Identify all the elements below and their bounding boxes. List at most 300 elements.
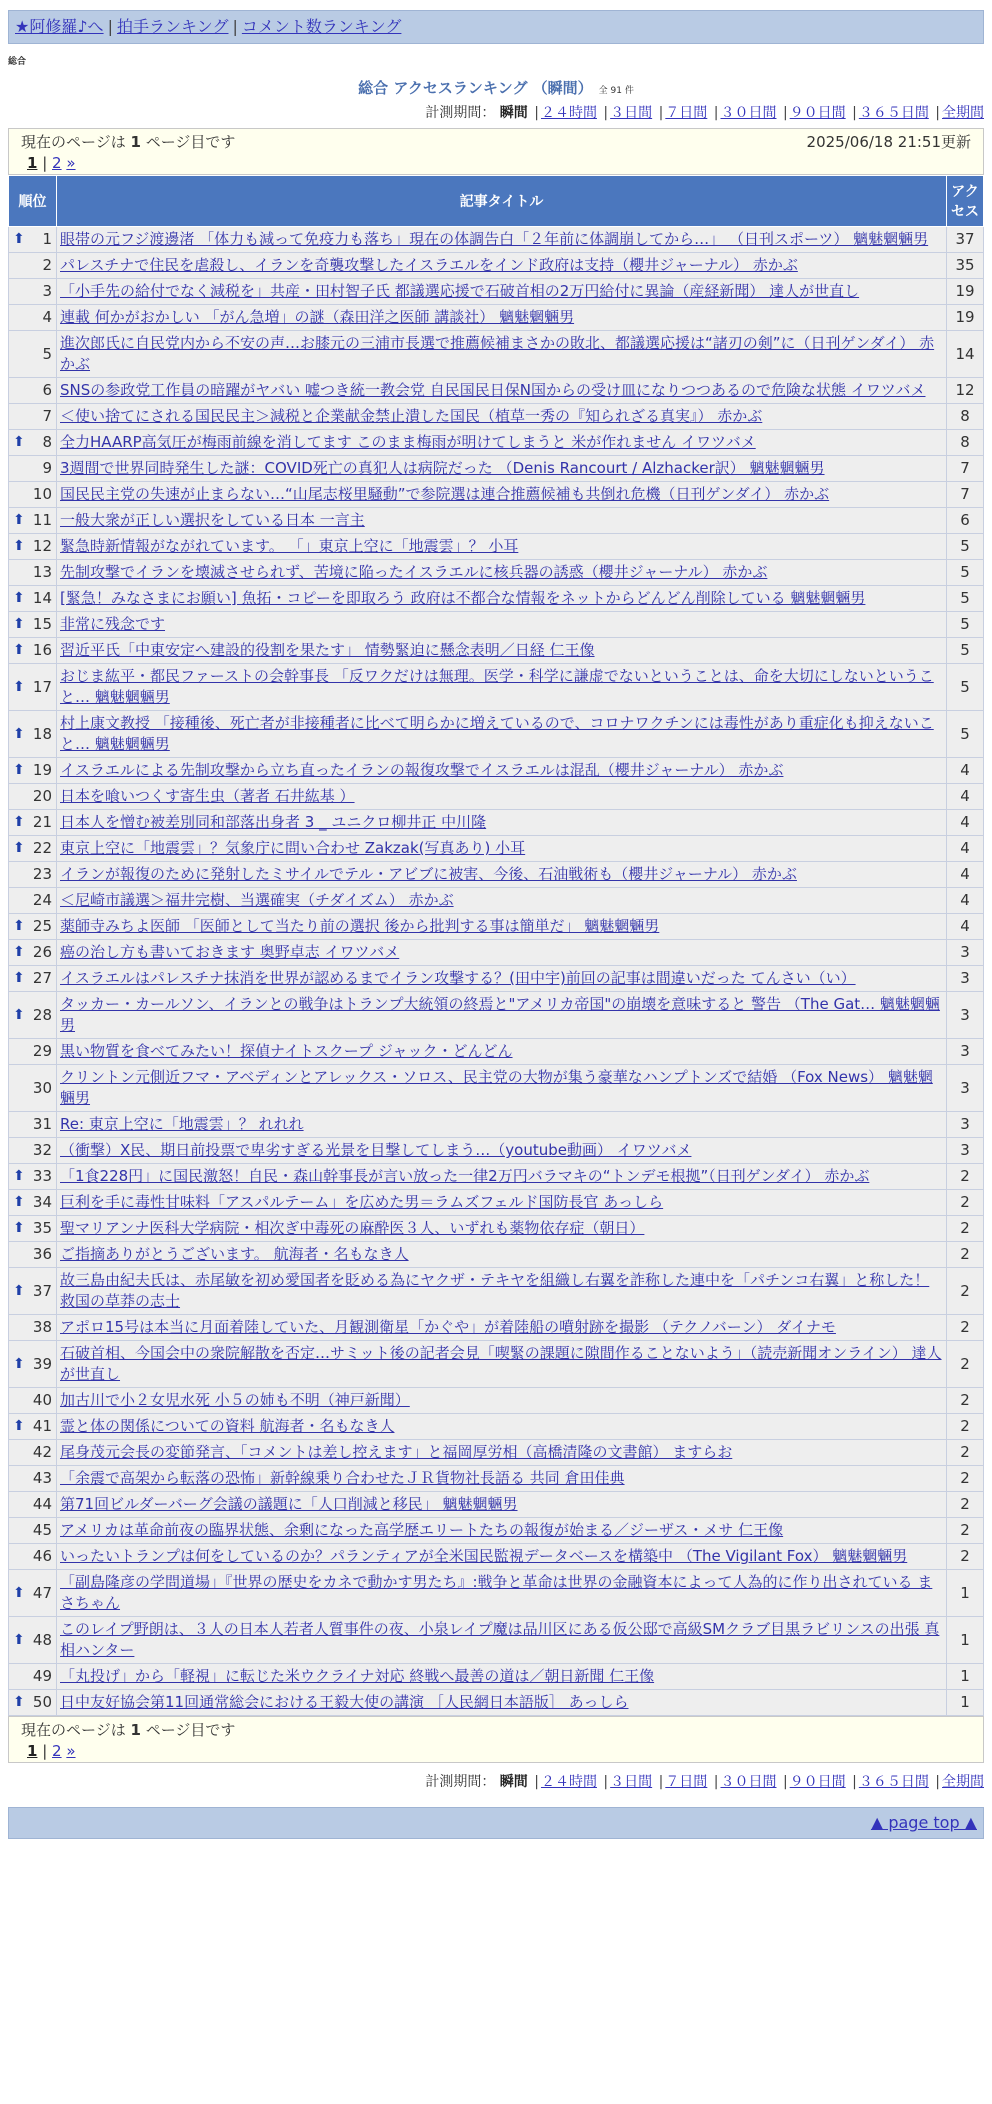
ranking-body	[9, 227, 984, 1716]
rank-cell	[9, 331, 57, 378]
rank-number: 7	[42, 407, 52, 425]
pager-current[interactable]: 1	[27, 1742, 38, 1760]
article-link[interactable]: イスラエルによる先制攻撃から立ち直ったイランの報復攻撃でイスラエルは混乱（櫻井ジャーナル） 赤かぶ	[60, 761, 784, 779]
pager-current[interactable]: 1	[27, 154, 38, 172]
home-link[interactable]: ★阿修羅♪へ	[15, 17, 104, 36]
article-link[interactable]: 巨利を手に毒性甘味料「アスパルテーム」を広めた男＝ラムズフェルド国防長官 あっしら	[60, 1193, 664, 1211]
title-cell	[57, 1544, 947, 1570]
rank-cell	[9, 279, 57, 305]
title-cell	[57, 888, 947, 914]
bottom-navigation	[8, 1807, 984, 1839]
access-count: 5	[947, 638, 984, 664]
access-count: 8	[947, 404, 984, 430]
rank-number: 43	[32, 1469, 52, 1487]
updated-timestamp: 2025/06/18 21:51更新	[806, 133, 971, 151]
article-link[interactable]: ご指摘ありがとうございます。 航海者・名もなき人	[60, 1245, 409, 1263]
rank-up-arrow-icon: ⬆	[13, 918, 25, 934]
access-count: 2	[947, 1440, 984, 1466]
period-separator: |	[935, 105, 940, 121]
rank-number: 45	[32, 1521, 52, 1539]
access-count: 14	[947, 331, 984, 378]
access-count: 1	[947, 1570, 984, 1617]
title-cell	[57, 1039, 947, 1065]
page-top-link[interactable]: ▲ page top ▲	[870, 1813, 977, 1832]
rank-cell	[9, 253, 57, 279]
table-row	[9, 1065, 984, 1112]
title-cell	[57, 711, 947, 758]
access-count: 2	[947, 1268, 984, 1315]
article-link[interactable]: 緊急時新情報がながれています。 「」東京上空に「地震雲」？ 小耳	[60, 537, 519, 555]
title-cell	[57, 305, 947, 331]
rank-cell	[9, 1216, 57, 1242]
table-row	[9, 1492, 984, 1518]
table-row	[9, 482, 984, 508]
pager-bottom: 1 | 2 »	[27, 1742, 76, 1760]
rank-number: 49	[32, 1667, 52, 1685]
rank-number: 29	[32, 1042, 52, 1060]
article-link[interactable]: 「副島隆彦の学問道場」『世界の歴史をカネで動かす男たち』:戦争と革命は世界の金融資本によって人為的に作り出されている まさちゃん	[60, 1573, 933, 1612]
period-90d-link[interactable]: ９０日間	[789, 1774, 846, 1790]
article-link[interactable]: アメリカは革命前夜の臨界状態、余剰になった高学歴エリートたちの報復が始まる／ジーザス・メサ 仁王像	[60, 1521, 784, 1539]
title-cell	[57, 836, 947, 862]
rank-up-arrow-icon: ⬆	[13, 814, 25, 830]
table-row	[9, 1466, 984, 1492]
period-label: 計測期間：	[425, 105, 496, 121]
period-30d-link[interactable]: ３０日間	[720, 105, 777, 121]
rank-cell	[9, 1315, 57, 1341]
article-link[interactable]: イランが報復のために発射したミサイルでテル・アビブに被害、今後、石油戦術も（櫻井ジャーナル） 赤かぶ	[60, 865, 797, 883]
table-header	[9, 176, 984, 227]
article-link[interactable]: 「小手先の給付でなく減税を」共産・田村智子氏 都議選応援で石破首相の2万円給付に異論（産経新聞） 達人が世直し	[60, 282, 860, 300]
table-row	[9, 1190, 984, 1216]
access-count: 2	[947, 1190, 984, 1216]
table-row	[9, 758, 984, 784]
rank-number: 10	[32, 485, 52, 503]
rank-cell	[9, 664, 57, 711]
rank-cell	[9, 227, 57, 253]
clap-ranking-link[interactable]: 拍手ランキング	[116, 17, 229, 36]
period-7d-link[interactable]: ７日間	[665, 1774, 708, 1790]
period-7d-link[interactable]: ７日間	[665, 105, 708, 121]
article-link[interactable]: 日本人を憎む被差別同和部落出身者 3 _ ユニクロ柳井正 中川隆	[60, 813, 487, 831]
col-access: アクセス	[947, 176, 984, 227]
rank-cell	[9, 612, 57, 638]
article-link[interactable]: 眼帯の元フジ渡邊渚 「体力も減って免疫力も落ち」現在の体調告白「２年前に体調崩してから…」 （日刊スポーツ） 魑魅魍魎男	[60, 230, 929, 248]
title-cell	[57, 966, 947, 992]
table-row	[9, 378, 984, 404]
title-cell	[57, 1164, 947, 1190]
rank-up-arrow-icon: ⬆	[13, 1168, 25, 1184]
table-row	[9, 1440, 984, 1466]
article-link[interactable]: 日本を喰いつくす寄生虫（著者 石井紘基 ）	[60, 787, 355, 805]
title-cell	[57, 586, 947, 612]
period-separator: |	[603, 1774, 609, 1790]
rank-cell	[9, 1388, 57, 1414]
rank-up-arrow-icon: ⬆	[13, 1006, 25, 1023]
table-row	[9, 992, 984, 1039]
title-cell	[57, 940, 947, 966]
title-cell	[57, 1065, 947, 1112]
page-suffix: ページ目です	[145, 1721, 236, 1739]
article-link[interactable]: （衝撃）X民、期日前投票で卑劣すぎる光景を目撃してしまう…（youtube動画） イワツバメ	[60, 1141, 692, 1159]
article-link[interactable]: 全力HAARP高気圧が梅雨前線を消してます このまま梅雨が明けてしまうと 米が作れません イワツバメ	[60, 433, 756, 451]
pager-page-2[interactable]: 2	[52, 154, 62, 172]
article-link[interactable]: [緊急！みなさまにお願い] 魚拓・コピーを即取ろう 政府は不都合な情報をネットからどんどん削除している 魑魅魍魎男	[60, 589, 866, 607]
rank-up-arrow-icon: ⬆	[13, 434, 25, 450]
rank-cell	[9, 1341, 57, 1388]
page-suffix: ページ目です	[145, 133, 236, 151]
period-separator: |	[935, 1774, 940, 1790]
title-cell	[57, 404, 947, 430]
period-separator: |	[713, 105, 719, 121]
table-row	[9, 560, 984, 586]
page-number: 1	[130, 133, 141, 151]
title-cell	[57, 1570, 947, 1617]
title-cell	[57, 1617, 947, 1664]
table-row	[9, 508, 984, 534]
ranking-table	[8, 175, 984, 1716]
period-365d-link[interactable]: ３６５日間	[858, 1774, 929, 1790]
period-separator: |	[658, 105, 664, 121]
period-selector-bottom	[8, 1771, 984, 1791]
title-cell	[57, 1138, 947, 1164]
rank-cell	[9, 1664, 57, 1690]
pager-next[interactable]: »	[66, 1742, 76, 1760]
rank-number: 36	[32, 1245, 52, 1263]
rank-up-arrow-icon: ⬆	[13, 1194, 25, 1210]
title-cell	[57, 1466, 947, 1492]
access-count: 2	[947, 1164, 984, 1190]
rank-up-arrow-icon: ⬆	[13, 1418, 25, 1434]
rank-cell	[9, 404, 57, 430]
rank-number: 21	[32, 813, 52, 831]
table-row	[9, 784, 984, 810]
article-link[interactable]: 第71回ビルダーバーグ会議の議題に「人口削減と移民」 魑魅魍魎男	[60, 1495, 518, 1513]
title-cell	[57, 227, 947, 253]
article-link[interactable]: 石破首相、今国会中の衆院解散を否定…サミット後の記者会見「喫緊の課題に隙間作ることないよう」（読売新聞オンライン） 達人が世直し	[60, 1344, 942, 1383]
title-cell	[57, 992, 947, 1039]
title-cell	[57, 1315, 947, 1341]
access-count: 3	[947, 1039, 984, 1065]
rank-number: 12	[32, 537, 52, 555]
access-count: 1	[947, 1664, 984, 1690]
section-label: 総合	[8, 57, 27, 67]
table-row	[9, 1617, 984, 1664]
rank-number: 47	[32, 1583, 52, 1602]
title-cell	[57, 1268, 947, 1315]
access-count: 2	[947, 1466, 984, 1492]
rank-up-arrow-icon: ⬆	[13, 840, 25, 856]
table-row	[9, 810, 984, 836]
rank-number: 42	[32, 1443, 52, 1461]
rank-number: 14	[32, 589, 52, 607]
table-row	[9, 534, 984, 560]
access-count: 4	[947, 758, 984, 784]
rank-number: 23	[32, 865, 52, 883]
rank-cell	[9, 1466, 57, 1492]
col-title: 記事タイトル	[57, 176, 947, 227]
rank-number: 1	[42, 230, 52, 248]
title-cell	[57, 508, 947, 534]
rank-cell	[9, 836, 57, 862]
period-3d-link[interactable]: ３日間	[610, 105, 653, 121]
article-link[interactable]: 日中友好協会第11回通常総会における王毅大使の講演 ［人民網日本語版］ あっしら	[60, 1693, 629, 1711]
rank-cell	[9, 966, 57, 992]
table-row	[9, 940, 984, 966]
article-link[interactable]: 薬師寺みちよ医師 「医師として当たり前の選択 後から批判する事は簡単だ」 魑魅魍魎男	[60, 917, 660, 935]
access-count: 4	[947, 888, 984, 914]
title-cell	[57, 1492, 947, 1518]
rank-cell	[9, 1518, 57, 1544]
access-count: 35	[947, 253, 984, 279]
article-link[interactable]: 聖マリアンナ医科大学病院・相次ぎ中毒死の麻酔医３人、いずれも薬物依存症（朝日）	[60, 1219, 645, 1237]
rank-cell	[9, 1242, 57, 1268]
period-separator: |	[534, 1774, 539, 1790]
title-cell	[57, 456, 947, 482]
title-cell	[57, 253, 947, 279]
article-link[interactable]: 尾身茂元会長の変節発言、「コメントは差し控えます」と福岡厚労相（高橋清隆の文書館） ますらお	[60, 1443, 733, 1461]
page-prefix: 現在のページは	[21, 1721, 126, 1739]
article-link[interactable]: アポロ15号は本当に月面着陸していた、月観測衛星「かぐや」が着陸船の噴射跡を撮影 （テクノバーン） ダイナモ	[60, 1318, 836, 1336]
article-link[interactable]: 進次郎氏に自民党内から不安の声…お膝元の三浦市長選で推薦候補まさかの敗北、都議選応援は“諸刃の剣”に（日刊ゲンダイ） 赤かぶ	[60, 334, 935, 373]
article-link[interactable]: ＜使い捨てにされる国民民主＞減税と企業献金禁止潰した国民（植草一秀の『知られざる真実』） 赤かぶ	[60, 407, 763, 425]
article-link[interactable]: 習近平氏「中東安定へ建設的役割を果たす」 情勢緊迫に懸念表明／日経 仁王像	[60, 641, 595, 659]
pager-next[interactable]: »	[66, 154, 76, 172]
table-row	[9, 1544, 984, 1570]
nav-separator: |	[107, 17, 113, 36]
pager-page-2[interactable]: 2	[52, 1742, 62, 1760]
access-count: 5	[947, 664, 984, 711]
access-count: 2	[947, 1315, 984, 1341]
rank-up-arrow-icon: ⬆	[13, 642, 25, 658]
rank-cell	[9, 1190, 57, 1216]
rank-number: 46	[32, 1547, 52, 1565]
access-count: 5	[947, 711, 984, 758]
page-number: 1	[130, 1721, 141, 1739]
article-link[interactable]: タッカー・カールソン、イランとの戦争はトランプ大統領の終焉と"アメリカ帝国"の崩壊を意味すると 警告 （The Gat… 魑魅魍魎男	[60, 995, 940, 1034]
rank-number: 40	[32, 1391, 52, 1409]
access-count: 12	[947, 378, 984, 404]
rank-cell	[9, 1268, 57, 1315]
rank-number: 44	[32, 1495, 52, 1513]
article-link[interactable]: Re: 東京上空に「地震雲」？ れれれ	[60, 1115, 304, 1133]
title-cell	[57, 1518, 947, 1544]
table-row	[9, 966, 984, 992]
rank-number: 34	[32, 1193, 52, 1211]
period-selector-top	[8, 102, 984, 122]
rank-cell	[9, 482, 57, 508]
rank-cell	[9, 1039, 57, 1065]
period-24h-link[interactable]: ２４時間	[540, 1774, 597, 1790]
title-cell	[57, 810, 947, 836]
access-count: 7	[947, 456, 984, 482]
title-cell	[57, 638, 947, 664]
period-all-link[interactable]: 全期間	[942, 1774, 984, 1790]
rank-cell	[9, 1138, 57, 1164]
rank-cell	[9, 888, 57, 914]
rank-cell	[9, 784, 57, 810]
access-count: 3	[947, 992, 984, 1039]
article-link[interactable]: 東京上空に「地震雲」？気象庁に問い合わせ Zakzak(写真あり) 小耳	[60, 839, 526, 857]
rank-cell	[9, 1690, 57, 1716]
rank-up-arrow-icon: ⬆	[13, 970, 25, 986]
rank-cell	[9, 810, 57, 836]
access-count: 4	[947, 836, 984, 862]
rank-up-arrow-icon: ⬆	[13, 590, 25, 606]
rank-number: 25	[32, 917, 52, 935]
rank-cell	[9, 1544, 57, 1570]
rank-number: 17	[32, 677, 52, 696]
title-cell	[57, 560, 947, 586]
rank-cell	[9, 1570, 57, 1617]
access-count: 2	[947, 1518, 984, 1544]
table-row	[9, 456, 984, 482]
rank-cell	[9, 305, 57, 331]
period-all-link[interactable]: 全期間	[942, 105, 984, 121]
article-link[interactable]: 連載 何かがおかしい 「がん急増」の謎（森田洋之医師 講談社） 魑魅魍魎男	[60, 308, 575, 326]
article-link[interactable]: 「余震で高架から転落の恐怖」新幹線乗り合わせたＪＲ貨物社長語る 共同 倉田佳典	[60, 1469, 625, 1487]
page-title: 総合 アクセスランキング （瞬間）	[358, 79, 593, 97]
table-row	[9, 711, 984, 758]
article-link[interactable]: 国民民主党の失速が止まらない…“山尾志桜里騒動”で参院選は連合推薦候補も共倒れ危機（日刊ゲンダイ） 赤かぶ	[60, 485, 830, 503]
table-row	[9, 1341, 984, 1388]
rank-number: 5	[42, 344, 52, 363]
table-row	[9, 404, 984, 430]
current-page-text	[21, 1719, 235, 1740]
access-count: 3	[947, 966, 984, 992]
rank-number: 9	[42, 459, 52, 477]
title-cell	[57, 279, 947, 305]
rank-cell	[9, 1440, 57, 1466]
title-cell	[57, 378, 947, 404]
title-cell	[57, 1341, 947, 1388]
article-link[interactable]: 「1食228円」に国民激怒！自民・森山幹事長が言い放った一律2万円バラマキの“トンデモ根拠”（日刊ゲンダイ） 赤かぶ	[60, 1167, 870, 1185]
title-cell	[57, 1664, 947, 1690]
rank-cell	[9, 1164, 57, 1190]
article-link[interactable]: イスラエルはパレスチナ抹消を世界が認めるまでイラン攻撃する？(田中宇)前回の記事は間違いだった てんさい（い）	[60, 969, 856, 987]
rank-cell	[9, 638, 57, 664]
table-row	[9, 305, 984, 331]
article-link[interactable]: 先制攻撃でイランを壊滅させられず、苦境に陥ったイスラエルに核兵器の誘惑（櫻井ジャーナル） 赤かぶ	[60, 563, 768, 581]
title-cell	[57, 1414, 947, 1440]
article-link[interactable]: ＜尼崎市議選＞福井完樹、当選確実（チダイズム） 赤かぶ	[60, 891, 454, 909]
rank-number: 18	[32, 724, 52, 743]
current-page-text	[21, 131, 235, 152]
article-link[interactable]: 村上康文教授 「接種後、死亡者が非接種者に比べて明らかに増えているので、コロナワクチンには毒性があり重症化も抑えないこと… 魑魅魍魎男	[60, 714, 934, 753]
period-30d-link[interactable]: ３０日間	[720, 1774, 777, 1790]
rank-cell	[9, 940, 57, 966]
period-separator: |	[782, 105, 788, 121]
rank-up-arrow-icon: ⬆	[13, 944, 25, 960]
title-cell	[57, 1216, 947, 1242]
access-count: 3	[947, 1112, 984, 1138]
table-row	[9, 331, 984, 378]
title-cell	[57, 1190, 947, 1216]
period-24h-link[interactable]: ２４時間	[540, 105, 597, 121]
access-count: 4	[947, 784, 984, 810]
rank-cell	[9, 560, 57, 586]
page-info-top	[8, 128, 984, 175]
rank-number: 11	[32, 511, 52, 529]
table-row	[9, 586, 984, 612]
table-row	[9, 1216, 984, 1242]
page-info-bottom	[8, 1716, 984, 1763]
rank-number: 31	[32, 1115, 52, 1133]
article-link[interactable]: パレスチナで住民を虐殺し、イランを奇襲攻撃したイスラエルをインド政府は支持（櫻井ジャーナル） 赤かぶ	[60, 256, 798, 274]
article-link[interactable]: 故三島由紀夫氏は、赤尾敏を初め愛国者を貶める為にヤクザ・テキヤを組織し右翼を詐称した連中を「パチンコ右翼」と称した！ 救国の草莽の志士	[60, 1271, 930, 1310]
rank-number: 26	[32, 943, 52, 961]
title-cell	[57, 331, 947, 378]
article-link[interactable]: 癌の治し方も書いておきます 奥野卓志 イワツバメ	[60, 943, 400, 961]
article-link[interactable]: SNSの参政党工作員の暗躍がヤバい 嘘つき統一教会党 自民国民日保N国からの受け皿になりつつあるので危険な状態 イワツバメ	[60, 381, 926, 399]
article-link[interactable]: 黒い物質を食べてみたい！探偵ナイトスクープ ジャック・どんどん	[60, 1042, 513, 1060]
access-count: 3	[947, 1138, 984, 1164]
access-count: 2	[947, 1492, 984, 1518]
table-row	[9, 862, 984, 888]
article-link[interactable]: 非常に残念です	[60, 615, 166, 633]
rank-number: 48	[32, 1630, 52, 1649]
table-row	[9, 888, 984, 914]
title-cell	[57, 534, 947, 560]
rank-number: 20	[32, 787, 52, 805]
article-link[interactable]: いったいトランプは何をしているのか？パランティアが全米国民監視データベースを構築中 （The Vigilant Fox） 魑魅魍魎男	[60, 1547, 908, 1565]
table-row	[9, 430, 984, 456]
period-separator: |	[782, 1774, 788, 1790]
article-link[interactable]: 一般大衆が正しい選択をしている日本 一言主	[60, 511, 365, 529]
access-count: 5	[947, 534, 984, 560]
rank-number: 2	[42, 256, 52, 274]
rank-number: 19	[32, 761, 52, 779]
rank-number: 39	[32, 1354, 52, 1373]
nav-separator: |	[232, 17, 238, 36]
access-count: 3	[947, 1065, 984, 1112]
rank-up-arrow-icon: ⬆	[13, 762, 25, 778]
rank-number: 22	[32, 839, 52, 857]
access-count: 2	[947, 1242, 984, 1268]
article-link[interactable]: 3週間で世界同時発生した謎：COVID死亡の真犯人は病院だった （Denis Rancourt / Alzhacker訳） 魑魅魍魎男	[60, 459, 825, 477]
table-row	[9, 1690, 984, 1716]
table-row	[9, 1315, 984, 1341]
period-separator: |	[713, 1774, 719, 1790]
access-count: 6	[947, 508, 984, 534]
title-cell	[57, 784, 947, 810]
article-link[interactable]: クリントン元側近フマ・アベディンとアレックス・ソロス、民主党の大物が集う豪華なハンプトンズで結婚 （Fox News） 魑魅魍魎男	[60, 1068, 933, 1107]
rank-number: 24	[32, 891, 52, 909]
period-separator: |	[852, 105, 857, 121]
table-row	[9, 1039, 984, 1065]
period-90d-link[interactable]: ９０日間	[789, 105, 846, 121]
period-3d-link[interactable]: ３日間	[610, 1774, 653, 1790]
rank-number: 30	[32, 1078, 52, 1097]
access-count: 7	[947, 482, 984, 508]
rank-number: 3	[42, 282, 52, 300]
rank-number: 50	[32, 1693, 52, 1711]
title-cell	[57, 612, 947, 638]
article-link[interactable]: 「丸投げ」から「軽視」に転じた米ウクライナ対応 終戦へ最善の道は／朝日新聞 仁王像	[60, 1667, 655, 1685]
article-link[interactable]: 霊と体の関係についての資料 航海者・名もなき人	[60, 1417, 395, 1435]
access-count: 8	[947, 430, 984, 456]
title-cell	[57, 1112, 947, 1138]
article-link[interactable]: このレイプ野朗は、３人の日本人若者人質事件の夜、小泉レイプ魔は品川区にある仮公邸で高級SMクラブ目黒ラビリンスの出張 真相ハンター	[60, 1620, 940, 1659]
table-row	[9, 1164, 984, 1190]
article-link[interactable]: おじま紘平・都民ファーストの会幹事長 「反ワクだけは無理。医学・科学に謙虚でないということは、命を大切にしないということ… 魑魅魍魎男	[60, 667, 934, 706]
table-row	[9, 638, 984, 664]
rank-number: 28	[32, 1005, 52, 1024]
rank-up-arrow-icon: ⬆	[13, 1584, 25, 1601]
article-link[interactable]: 加古川で小２女児水死 小５の姉も不明（神戸新聞）	[60, 1391, 410, 1409]
period-365d-link[interactable]: ３６５日間	[858, 105, 929, 121]
comment-ranking-link[interactable]: コメント数ランキング	[241, 17, 402, 36]
